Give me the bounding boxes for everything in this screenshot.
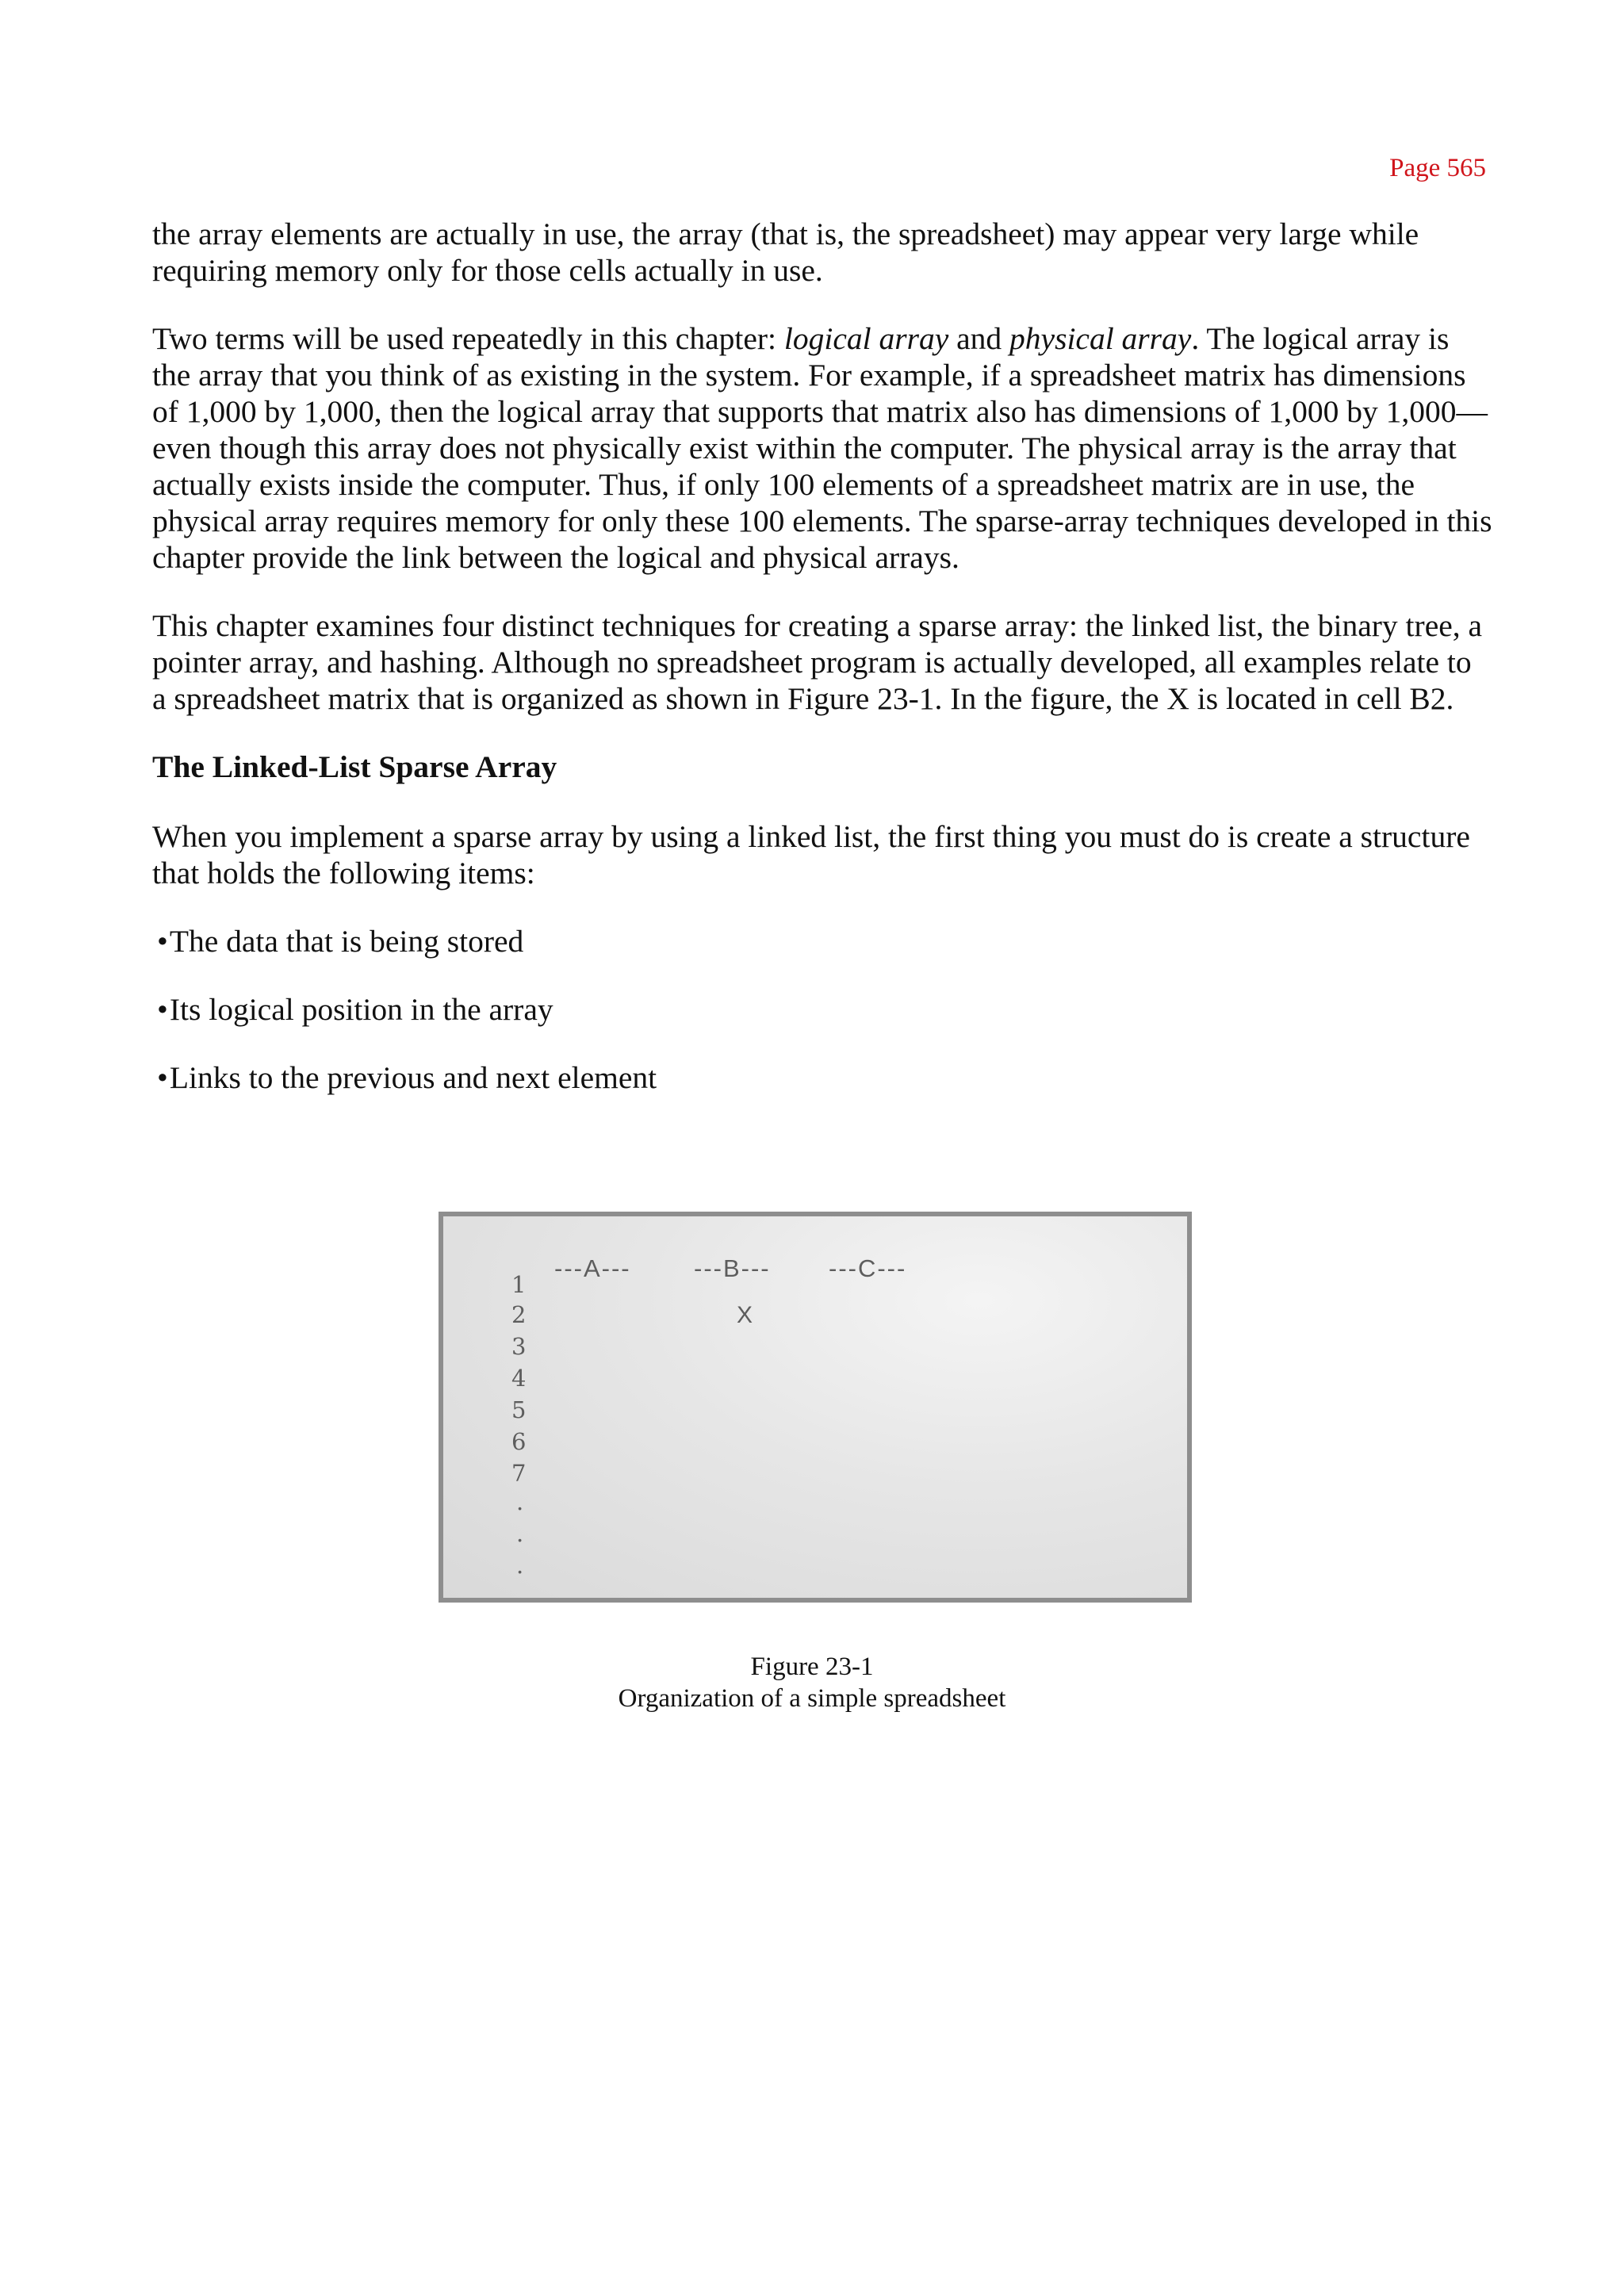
bullet-list [152, 923, 1492, 1096]
paragraph-2-text-mid: and [948, 321, 1010, 356]
paragraph-1: the array elements are actually in use, the array (that is, the spreadsheet) may appear very large while requiring memory only for those cells actually in use. [152, 216, 1419, 288]
spreadsheet-figure [439, 1212, 1192, 1603]
row-label: . [516, 1488, 524, 1515]
column-header-a: ---A--- [554, 1254, 631, 1282]
term-physical-array: physical array [1009, 321, 1192, 356]
cell-b2-value: X [737, 1302, 753, 1328]
paragraph-3: This chapter examines four distinct techniques for creating a sparse array: the linked list, the binary tree, a pointer array, and hashing. Although no spreadsheet program is actually developed, all examples relate to a spreadsheet matrix that is organized as shown in Figure 23-1. In the figure, the X is located in cell B2. [152, 608, 1483, 716]
row-label: 4 [511, 1365, 527, 1392]
page-body [152, 216, 1492, 1128]
figure-title: Organization of a simple spreadsheet [618, 1684, 1006, 1713]
bullet-item: • The data that is being stored [152, 923, 1492, 959]
row-label: 6 [511, 1428, 527, 1455]
term-logical-array: logical array [783, 321, 949, 356]
row-label: 2 [511, 1301, 527, 1328]
row-label: 7 [511, 1460, 527, 1487]
page-number: Page 565 [1389, 154, 1486, 182]
figure-caption [0, 1651, 1624, 1714]
paragraph-2-text-end: . The logical array is the array that you think of as existing in the system. For example, if a spreadsheet matrix has dimensions of 1,000 by 1,000, then the logical array that supports that matrix also has dimensions of 1,000 by 1,000— even though this array does not physically exist within the computer. The physical array is the array that actually exists inside the computer. Thus, if only 100 elements of a spreadsheet matrix are in use, the physical array requires memory for only these 100 elements. The sparse-array techniques developed in this chapter provide the link between the logical and physical arrays. [152, 321, 1492, 575]
row-label: 3 [511, 1333, 527, 1360]
paragraph-2 [152, 320, 1492, 576]
column-header-c: ---C--- [829, 1254, 907, 1282]
row-label: . [516, 1552, 524, 1579]
figure-number: Figure 23-1 [750, 1653, 874, 1681]
section-heading: The Linked-List Sparse Array [152, 749, 557, 784]
section-intro: When you implement a sparse array by using a linked list, the first thing you must do is create a structure that holds the following items: [152, 819, 1470, 890]
paragraph-2-text-start: Two terms will be used repeatedly in this chapter: [152, 321, 784, 356]
bullet-item: • Its logical position in the array [152, 991, 1492, 1028]
bullet-item: • Links to the previous and next element [152, 1059, 1492, 1096]
column-header-b: ---B--- [694, 1254, 771, 1282]
row-label: 1 [511, 1271, 527, 1298]
row-label: 5 [511, 1396, 527, 1423]
row-label: . [516, 1520, 524, 1547]
